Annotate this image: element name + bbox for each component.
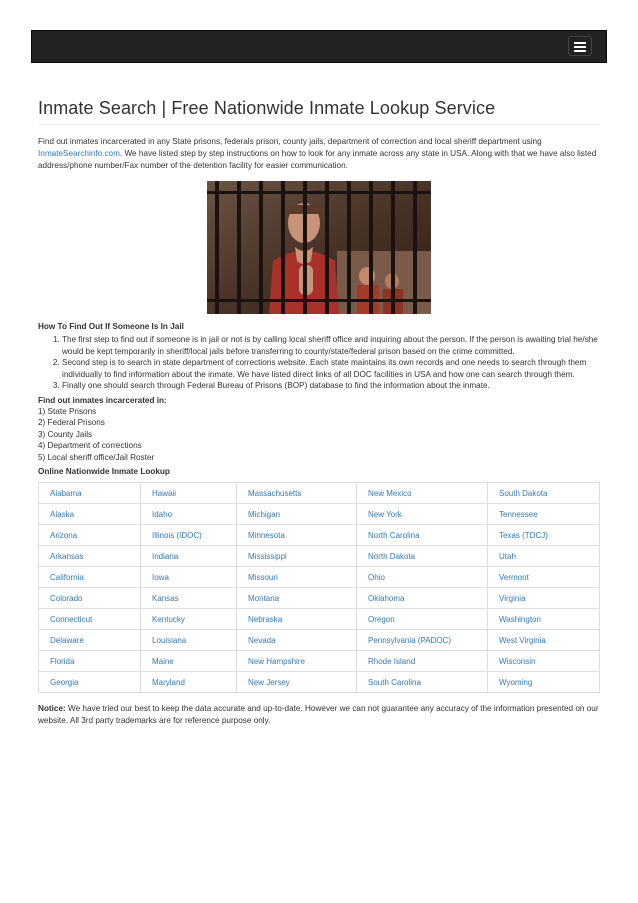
table-cell [237, 609, 357, 630]
table-cell [488, 546, 600, 567]
main-content [38, 98, 600, 727]
table-cell [141, 546, 237, 567]
state-link[interactable]: Arizona [50, 530, 78, 540]
table-cell [237, 483, 357, 504]
table-cell [237, 504, 357, 525]
table-cell [141, 609, 237, 630]
table-cell [141, 504, 237, 525]
state-link[interactable]: Alabama [50, 488, 82, 498]
state-link[interactable]: New Jersey [248, 677, 290, 687]
state-link[interactable]: Texas (TDCJ) [499, 530, 548, 540]
state-link[interactable]: Montana [248, 593, 280, 603]
table-row [39, 483, 600, 504]
state-link[interactable]: Minnesota [248, 530, 285, 540]
facility-type-item: 2) Federal Prisons [38, 418, 105, 427]
state-link[interactable]: Florida [50, 656, 75, 666]
state-link[interactable]: South Dakota [499, 488, 548, 498]
table-cell [488, 525, 600, 546]
state-link[interactable]: West Virginia [499, 635, 546, 645]
state-link[interactable]: Missouri [248, 572, 278, 582]
table-cell [237, 672, 357, 693]
table-row [39, 609, 600, 630]
table-cell [237, 651, 357, 672]
state-link[interactable]: Hawaii [152, 488, 177, 498]
table-cell [237, 567, 357, 588]
state-link[interactable]: Arkansas [50, 551, 84, 561]
table-row [39, 504, 600, 525]
inmate-photo [207, 181, 431, 314]
step-item: 3. Finally one should search through Federal Bureau of Prisons (BOP) database to find the information about the inmate. [62, 380, 600, 392]
table-row [39, 588, 600, 609]
table-cell [357, 504, 488, 525]
table-cell [488, 504, 600, 525]
how-to-heading: How To Find Out If Someone Is In Jail [38, 322, 184, 331]
state-link[interactable]: South Carolina [368, 677, 421, 687]
table-cell [39, 504, 141, 525]
table-cell [357, 588, 488, 609]
state-link[interactable]: Vermont [499, 572, 529, 582]
table-cell [141, 672, 237, 693]
state-link[interactable]: North Dakota [368, 551, 416, 561]
hamburger-bar [574, 42, 586, 44]
table-cell [39, 483, 141, 504]
find-out-heading: Find out inmates incarcerated in: [38, 395, 167, 405]
steps-list [38, 334, 600, 392]
state-link[interactable]: Nebraska [248, 614, 283, 624]
table-cell [488, 630, 600, 651]
table-cell [141, 588, 237, 609]
intro-text-end: . We have listed step by step instructions on how to look for any inmate across any state in USA. Along with that we have also listed address/phone number/Fax number of the detention facility for easier communication. [38, 149, 597, 170]
table-cell [357, 609, 488, 630]
state-link[interactable]: New Mexico [368, 488, 412, 498]
state-link[interactable]: Iowa [152, 572, 169, 582]
table-row [39, 525, 600, 546]
state-link[interactable]: Kentucky [152, 614, 185, 624]
notice-paragraph [38, 703, 600, 727]
table-cell [39, 567, 141, 588]
state-link[interactable]: Nevada [248, 635, 276, 645]
hamburger-menu-icon[interactable] [568, 36, 592, 56]
table-cell [237, 546, 357, 567]
state-link[interactable]: Indiana [152, 551, 179, 561]
table-cell [488, 651, 600, 672]
state-link[interactable]: Pennsylvania (PADOC) [368, 635, 451, 645]
table-cell [39, 609, 141, 630]
table-cell [141, 651, 237, 672]
facility-type-item: 5) Local sheriff office/Jail Roster [38, 452, 155, 462]
table-cell [141, 525, 237, 546]
state-link[interactable]: Kansas [152, 593, 179, 603]
table-cell [357, 546, 488, 567]
table-cell [357, 651, 488, 672]
state-link[interactable]: Ohio [368, 572, 385, 582]
table-cell [488, 567, 600, 588]
table-cell [237, 630, 357, 651]
facility-types-list [38, 406, 600, 464]
table-cell [39, 588, 141, 609]
table-cell [488, 672, 600, 693]
facility-type-item: 3) County Jails [38, 429, 93, 439]
facility-type-item: 1) State Prisons [38, 406, 97, 416]
state-link[interactable]: Wyoming [499, 677, 533, 687]
state-link[interactable]: Illinois (IDOC) [152, 530, 202, 540]
state-link[interactable]: Idaho [152, 509, 173, 519]
state-link[interactable]: Washington [499, 614, 541, 624]
top-navbar [31, 30, 607, 63]
state-link[interactable]: Mississippi [248, 551, 287, 561]
state-link[interactable]: Oklahoma [368, 593, 405, 603]
state-link[interactable]: Connecticut [50, 614, 93, 624]
state-link[interactable]: Massachusetts [248, 488, 302, 498]
notice-label: Notice: [38, 704, 66, 713]
page-title: Inmate Search | Free Nationwide Inmate Lookup Service [38, 98, 600, 125]
state-link[interactable]: Utah [499, 551, 516, 561]
table-cell [237, 588, 357, 609]
site-link[interactable]: InmateSearchinfo.com [38, 149, 120, 158]
table-cell [39, 525, 141, 546]
table-cell [357, 567, 488, 588]
inmate-photo-illustration [207, 181, 431, 314]
state-link[interactable]: Maryland [152, 677, 185, 687]
table-cell [39, 651, 141, 672]
state-link[interactable]: New York [368, 509, 402, 519]
table-cell [488, 483, 600, 504]
state-link[interactable]: New Hampshire [248, 656, 305, 666]
state-link[interactable]: Oregon [368, 614, 395, 624]
table-cell [357, 483, 488, 504]
state-link[interactable]: Maine [152, 656, 174, 666]
table-cell [488, 588, 600, 609]
state-link[interactable]: North Carolina [368, 530, 420, 540]
table-row [39, 672, 600, 693]
state-link[interactable]: Tennessee [499, 509, 538, 519]
state-link[interactable]: Virginia [499, 593, 526, 603]
step-item: 2. Second step is to search in state department of corrections website. Each state maintains its own records and one needs to search through them individually to find information about the inmate. We have listed direct links of all DOC facilities in USA and how one can search through them. [62, 357, 600, 380]
state-link[interactable]: Alaska [50, 509, 75, 519]
table-cell [141, 567, 237, 588]
table-cell [488, 609, 600, 630]
table-cell [39, 546, 141, 567]
table-cell [39, 672, 141, 693]
intro-text-start: Find out inmates incarcerated in any State prisons, federals prison, county jails, department of correction and local sheriff department using [38, 137, 542, 146]
state-link[interactable]: Michigan [248, 509, 281, 519]
table-cell [141, 483, 237, 504]
state-link[interactable]: Colorado [50, 593, 83, 603]
state-link[interactable]: Georgia [50, 677, 79, 687]
state-link[interactable]: Rhode Island [368, 656, 416, 666]
state-link[interactable]: Delaware [50, 635, 84, 645]
hamburger-bar [574, 46, 586, 48]
state-lookup-table [38, 482, 600, 693]
state-link[interactable]: Wisconsin [499, 656, 536, 666]
step-item: 1. The first step to find out if someone is in jail or not is by calling local sheriff office and inquiring about the person. If the person is awaiting trial he/she would be kept temporarily in sheriff/local jails before transferring to county/state/federal prison based on the crime committed. [62, 334, 600, 357]
table-cell [237, 525, 357, 546]
table-row [39, 546, 600, 567]
table-cell [357, 525, 488, 546]
state-link[interactable]: California [50, 572, 84, 582]
table-row [39, 651, 600, 672]
lookup-heading: Online Nationwide Inmate Lookup [38, 467, 170, 476]
table-cell [357, 630, 488, 651]
table-cell [141, 630, 237, 651]
table-cell [39, 630, 141, 651]
facility-type-item: 4) Department of corrections [38, 441, 142, 450]
hamburger-bar [574, 50, 586, 52]
table-row [39, 630, 600, 651]
table-row [39, 567, 600, 588]
table-cell [357, 672, 488, 693]
state-link[interactable]: Louisiana [152, 635, 187, 645]
intro-paragraph [38, 136, 600, 172]
notice-text: We have tried our best to keep the data accurate and up-to-date. However we can not guarantee any accuracy of the information presented on our website. All 3rd party trademarks are for reference purpose only. [38, 704, 599, 725]
